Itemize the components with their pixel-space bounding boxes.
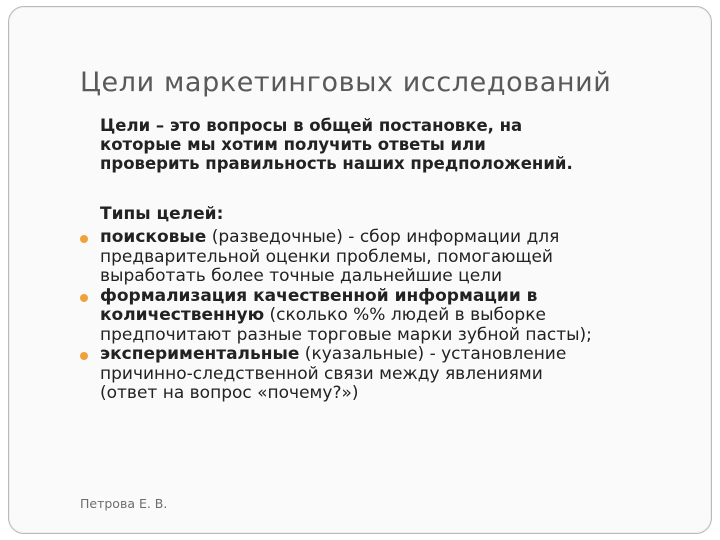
item-term: формализация качественной информации в [100, 285, 538, 306]
item-term: экспериментальные [100, 344, 300, 364]
intro-line: которые мы хотим получить ответы или [100, 135, 486, 154]
list-item-exploratory [80, 228, 700, 287]
types-heading: Типы целей: [100, 204, 224, 224]
item-text: (куазальные) - установление [299, 344, 567, 364]
bullet-dot-icon [80, 235, 88, 243]
item-text: причинно-следственной связи между явлениями [100, 363, 543, 384]
goal-types-list [80, 228, 700, 404]
list-item-formalization [80, 287, 700, 346]
slide-title: Цели маркетинговых исследований [80, 67, 612, 98]
list-item-experimental [80, 345, 700, 404]
item-text: (разведочные) - сбор информации для [206, 227, 560, 247]
item-term: поисковые [100, 227, 207, 247]
item-text: предпочитают разные торговые марки зубной пасты); [100, 324, 592, 345]
bullet-dot-icon [80, 294, 88, 302]
item-term: количественную [100, 305, 265, 325]
item-text: (сколько %% людей в выборке [264, 305, 546, 325]
item-text: выработать более точные дальнейшие цели [100, 266, 503, 286]
footer-author: Петрова Е. В. [80, 496, 168, 511]
item-text: (ответ на вопрос «почему?») [100, 383, 359, 403]
intro-paragraph [100, 116, 700, 173]
bullet-dot-icon [80, 352, 88, 360]
intro-line: проверить правильность наших предположений. [100, 154, 573, 173]
item-text: предварительной оценки проблемы, помогающей [100, 246, 553, 267]
intro-line: Цели – это вопросы в общей постановке, на [100, 116, 523, 135]
